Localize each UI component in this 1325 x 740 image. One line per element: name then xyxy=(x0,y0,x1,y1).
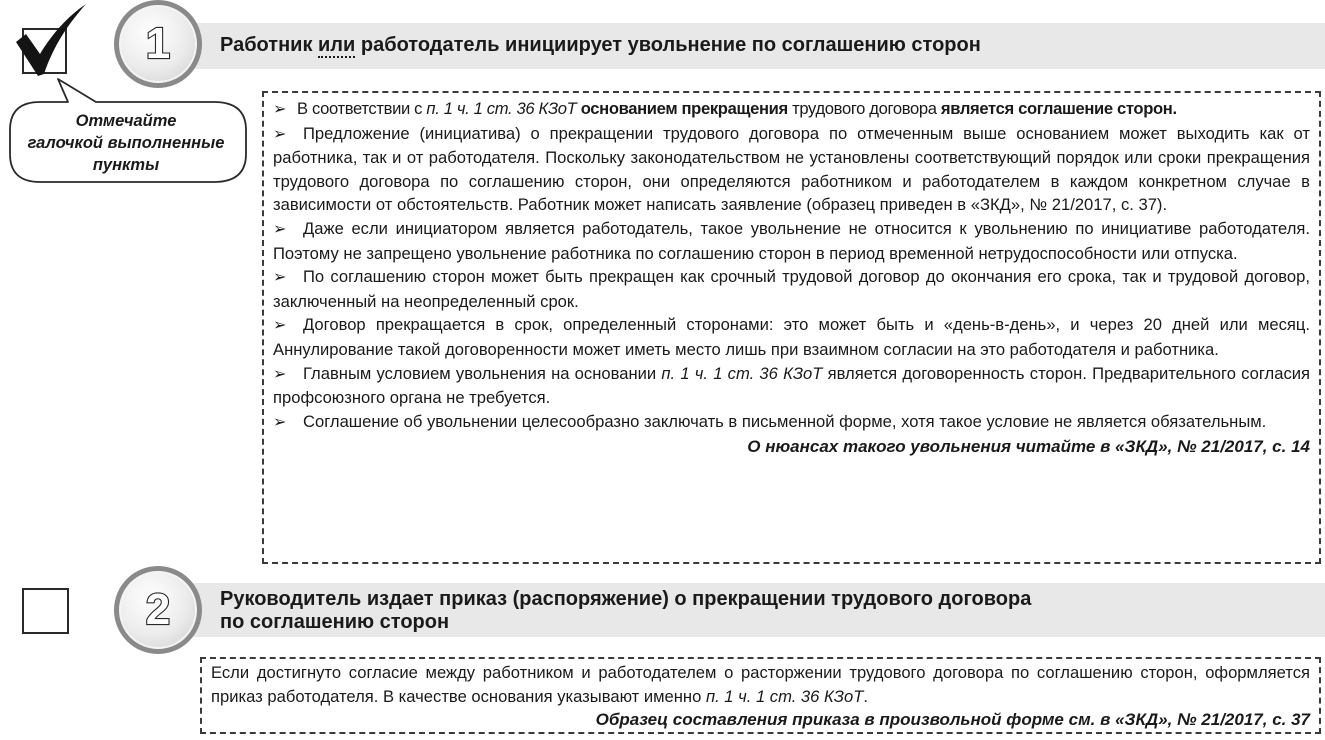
step-2-paragraph: Если достигнуто согласие между работником и работодателем о расторжении трудового договора по соглашению сторон, оформляется приказ работодателя. В качестве основания указывают именно п. 1 ч. 1 ст. 36 КЗоТ. xyxy=(211,663,1310,706)
step-2-checkbox[interactable] xyxy=(22,588,69,634)
step-1-title-emphasis: или xyxy=(318,34,356,56)
law-reference: п. 1 ч. 1 ст. 36 КЗоТ xyxy=(426,99,577,118)
step-2-content-box xyxy=(200,657,1321,734)
step-2-title-line-1: Руководитель издает приказ (распоряжение) о прекращении трудового договора xyxy=(220,588,1032,610)
arrowhead-bullet-icon: ➢ xyxy=(273,101,287,118)
hint-line: галочкой выполненные xyxy=(27,134,225,152)
step-1-paragraph-1: ➢ В соответствии с п. 1 ч. 1 ст. 36 КЗоТ основанием прекращения трудового договора является соглашение сторон. xyxy=(273,97,1310,122)
step-1-content-box xyxy=(262,91,1321,564)
hint-line: Отмечайте xyxy=(75,112,177,130)
law-reference: п. 1 ч. 1 ст. 36 КЗоТ xyxy=(705,686,864,706)
step-1-paragraph-6: ➢ Главным условием увольнения на основании п. 1 ч. 1 ст. 36 КЗоТ является договоренность сторон. Предварительного согласия профсоюзного органа не требуется. xyxy=(273,363,1311,408)
law-reference: п. 1 ч. 1 ст. 36 КЗоТ xyxy=(661,363,823,383)
step-1-paragraph-2: ➢ Предложение (инициатива) о прекращении трудового договора по отмеченным выше основанием может выходить как от работника, так и от работодателя. Поскольку законодательством не установлены соответствующий порядок или сроки прекращения трудового договора по соглашению сторон, они определяются работником и работодателем в каждом конкретном случае в зависимости от обстоятельств. Работник может написать заявление (образец приведен в «ЗКД», № 21/2017, с. 37). xyxy=(273,123,1310,215)
step-2-title-line-2: по соглашению сторон xyxy=(220,611,450,633)
arrowhead-bullet-icon: ➢ xyxy=(273,413,287,431)
step-2-title-band xyxy=(168,583,1325,637)
step-1-paragraph-7: ➢ Соглашение об увольнении целесообразно заключать в письменной форме, хотя такое условие не является обязательным. xyxy=(273,410,1310,435)
arrowhead-bullet-icon: ➢ xyxy=(273,317,287,335)
step-1-title-part3: работодатель инициирует увольнение по соглашению сторон xyxy=(355,34,981,56)
hint-line: пункты xyxy=(92,156,160,174)
step-1-paragraph-5: ➢ Договор прекращается в срок, определенный сторонами: это может быть и «день-в-день», и через 20 дней или месяц. Аннулирование такой договоренности может иметь место лишь при взаимном согласии на это работодателя и работника. xyxy=(273,315,1310,359)
step-2-number-badge xyxy=(114,566,202,654)
step-1-paragraph-4: ➢ По соглашению сторон может быть прекращен как срочный трудовой договор до окончания его срока, так и трудовой договор, заключенный на неопределенный срок. xyxy=(273,267,1310,311)
arrowhead-bullet-icon: ➢ xyxy=(273,365,287,383)
arrowhead-bullet-icon: ➢ xyxy=(273,220,287,238)
arrowhead-bullet-icon: ➢ xyxy=(273,269,287,287)
hint-text xyxy=(10,110,242,176)
step-1-paragraph-3: ➢ Даже если инициатором является работодатель, такое увольнение не относится к увольнению по инициативе работодателя. Поэтому не запрещено увольнение работника по соглашению сторон в период временной нетрудоспособности или отпуска. xyxy=(273,218,1310,263)
arrowhead-bullet-icon: ➢ xyxy=(273,125,287,143)
step-1-reference-link[interactable]: О нюансах такого увольнения читайте в «ЗКД», № 21/2017, с. 14 xyxy=(747,437,1310,457)
step-1-title-band xyxy=(168,23,1325,69)
step-2-number: 2 xyxy=(145,585,171,634)
step-2-reference-link[interactable]: Образец составления приказа в произвольной форме см. в «ЗКД», № 21/2017, с. 37 xyxy=(595,710,1310,730)
step-1-title-part1: Работник xyxy=(220,34,319,56)
step-1-number: 1 xyxy=(145,19,171,68)
